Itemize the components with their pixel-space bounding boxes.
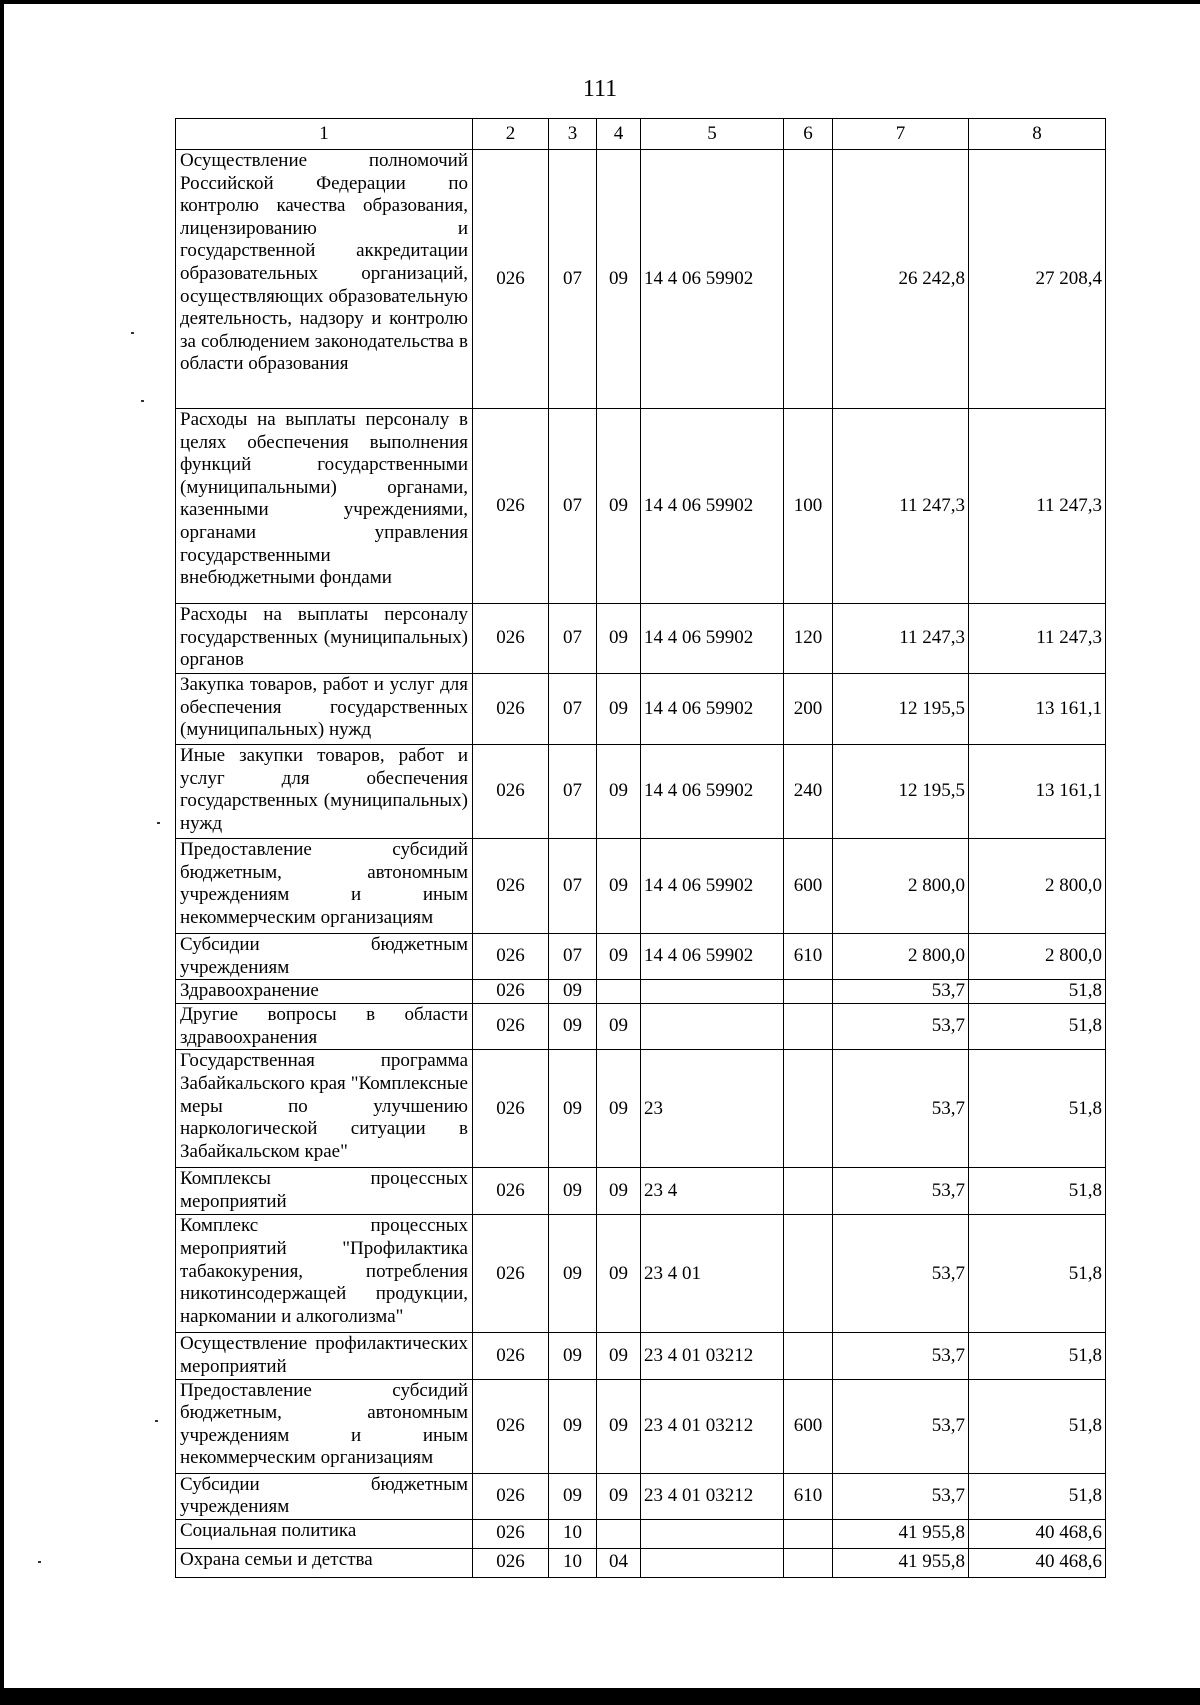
cell-section: 07 xyxy=(549,150,597,409)
header-cell: 4 xyxy=(597,119,641,150)
cell-target-article: 14 4 06 59902 xyxy=(641,150,784,409)
cell-expense-type xyxy=(784,1168,833,1215)
cell-expense-type xyxy=(784,1004,833,1050)
cell-target-article xyxy=(641,1004,784,1050)
cell-subsection: 09 xyxy=(597,1473,641,1519)
cell-chapter: 026 xyxy=(473,839,549,934)
row-name: Субсидии бюджетным учреждениям xyxy=(176,934,473,980)
cell-amount-col7: 53,7 xyxy=(833,1473,969,1519)
table-row xyxy=(176,1519,1106,1548)
cell-expense-type xyxy=(784,150,833,409)
cell-section: 09 xyxy=(549,1473,597,1519)
cell-chapter: 026 xyxy=(473,1379,549,1473)
row-name: Здравоохранение xyxy=(176,980,473,1004)
cell-target-article: 23 xyxy=(641,1050,784,1168)
cell-expense-type: 610 xyxy=(784,1473,833,1519)
table-row xyxy=(176,1168,1106,1215)
cell-target-article: 14 4 06 59902 xyxy=(641,839,784,934)
cell-amount-col8: 51,8 xyxy=(969,980,1106,1004)
cell-expense-type xyxy=(784,1333,833,1379)
header-cell: 1 xyxy=(176,119,473,150)
cell-chapter: 026 xyxy=(473,604,549,674)
cell-expense-type: 120 xyxy=(784,604,833,674)
cell-section: 07 xyxy=(549,934,597,980)
cell-subsection: 09 xyxy=(597,1004,641,1050)
cell-chapter: 026 xyxy=(473,1519,549,1548)
cell-target-article: 14 4 06 59902 xyxy=(641,674,784,745)
cell-expense-type: 100 xyxy=(784,409,833,604)
row-name: Расходы на выплаты персоналу государственных (муниципальных) органов xyxy=(176,604,473,674)
cell-amount-col8: 13 161,1 xyxy=(969,745,1106,839)
cell-chapter: 026 xyxy=(473,934,549,980)
table-row xyxy=(176,1548,1106,1577)
cell-amount-col7: 2 800,0 xyxy=(833,839,969,934)
cell-amount-col7: 12 195,5 xyxy=(833,745,969,839)
table-row xyxy=(176,1473,1106,1519)
cell-chapter: 026 xyxy=(473,674,549,745)
cell-section: 09 xyxy=(549,980,597,1004)
cell-amount-col8: 51,8 xyxy=(969,1473,1106,1519)
header-row xyxy=(176,119,1106,150)
cell-amount-col7: 53,7 xyxy=(833,1004,969,1050)
cell-section: 07 xyxy=(549,409,597,604)
cell-chapter: 026 xyxy=(473,1473,549,1519)
row-name: Комплекс процессных мероприятий "Профилактика табакокурения, потребления никотинсодержащей продукции, наркомании и алкоголизма" xyxy=(176,1215,473,1333)
table-row xyxy=(176,1215,1106,1333)
cell-target-article: 23 4 01 03212 xyxy=(641,1333,784,1379)
cell-chapter: 026 xyxy=(473,980,549,1004)
cell-chapter: 026 xyxy=(473,1215,549,1333)
scan-border-left xyxy=(0,0,4,1705)
cell-amount-col7: 53,7 xyxy=(833,1050,969,1168)
page-number: 111 xyxy=(582,76,618,102)
cell-amount-col7: 41 955,8 xyxy=(833,1548,969,1577)
row-name: Иные закупки товаров, работ и услуг для обеспечения государственных (муниципальных) нужд xyxy=(176,745,473,839)
cell-subsection: 09 xyxy=(597,1333,641,1379)
cell-section: 09 xyxy=(549,1215,597,1333)
cell-amount-col7: 11 247,3 xyxy=(833,604,969,674)
scan-speck xyxy=(131,332,134,334)
table-row xyxy=(176,409,1106,604)
header-cell: 8 xyxy=(969,119,1106,150)
cell-amount-col8: 51,8 xyxy=(969,1215,1106,1333)
table-row xyxy=(176,604,1106,674)
cell-subsection: 09 xyxy=(597,839,641,934)
cell-subsection: 09 xyxy=(597,604,641,674)
cell-target-article: 23 4 01 03212 xyxy=(641,1473,784,1519)
row-name: Осуществление профилактических мероприятий xyxy=(176,1333,473,1379)
scan-speck xyxy=(38,1561,41,1563)
cell-chapter: 026 xyxy=(473,1004,549,1050)
cell-chapter: 026 xyxy=(473,1548,549,1577)
row-name: Осуществление полномочий Российской Федерации по контролю качества образования, лицензированию и государственной аккредитации образовательных организаций, осуществляющих образовательную деятельность, надзору и контролю за соблюдением законодательства в области образования xyxy=(176,150,473,409)
cell-subsection xyxy=(597,1519,641,1548)
cell-chapter: 026 xyxy=(473,1333,549,1379)
table-row xyxy=(176,1333,1106,1379)
cell-section: 10 xyxy=(549,1519,597,1548)
table-row xyxy=(176,934,1106,980)
header-cell: 7 xyxy=(833,119,969,150)
cell-amount-col8: 40 468,6 xyxy=(969,1548,1106,1577)
row-name: Субсидии бюджетным учреждениям xyxy=(176,1473,473,1519)
cell-target-article: 23 4 xyxy=(641,1168,784,1215)
header-cell: 3 xyxy=(549,119,597,150)
table-row xyxy=(176,674,1106,745)
cell-amount-col8: 51,8 xyxy=(969,1333,1106,1379)
cell-amount-col8: 13 161,1 xyxy=(969,674,1106,745)
row-name: Предоставление субсидий бюджетным, автономным учреждениям и иным некоммерческим организациям xyxy=(176,839,473,934)
cell-subsection: 04 xyxy=(597,1548,641,1577)
cell-target-article: 23 4 01 03212 xyxy=(641,1379,784,1473)
cell-section: 07 xyxy=(549,604,597,674)
cell-expense-type: 600 xyxy=(784,1379,833,1473)
cell-target-article: 14 4 06 59902 xyxy=(641,934,784,980)
cell-section: 09 xyxy=(549,1050,597,1168)
cell-section: 09 xyxy=(549,1168,597,1215)
row-name: Охрана семьи и детства xyxy=(176,1548,473,1577)
cell-amount-col7: 53,7 xyxy=(833,1333,969,1379)
table-row xyxy=(176,745,1106,839)
row-name: Комплексы процессных мероприятий xyxy=(176,1168,473,1215)
cell-chapter: 026 xyxy=(473,745,549,839)
cell-expense-type: 600 xyxy=(784,839,833,934)
row-name: Расходы на выплаты персоналу в целях обеспечения выполнения функций государственными (муниципальными) органами, казенными учреждениями, органами управления государственными внебюджетными фондами xyxy=(176,409,473,604)
cell-section: 07 xyxy=(549,839,597,934)
cell-subsection: 09 xyxy=(597,409,641,604)
budget-table xyxy=(175,118,1106,1578)
scan-speck xyxy=(141,400,144,402)
cell-target-article: 14 4 06 59902 xyxy=(641,409,784,604)
cell-subsection: 09 xyxy=(597,934,641,980)
table-row xyxy=(176,980,1106,1004)
cell-subsection: 09 xyxy=(597,1379,641,1473)
cell-subsection: 09 xyxy=(597,674,641,745)
cell-amount-col7: 53,7 xyxy=(833,1215,969,1333)
cell-target-article: 14 4 06 59902 xyxy=(641,604,784,674)
cell-expense-type xyxy=(784,980,833,1004)
cell-target-article: 23 4 01 xyxy=(641,1215,784,1333)
cell-amount-col7: 11 247,3 xyxy=(833,409,969,604)
row-name: Другие вопросы в области здравоохранения xyxy=(176,1004,473,1050)
cell-subsection: 09 xyxy=(597,150,641,409)
cell-expense-type xyxy=(784,1548,833,1577)
scan-speck xyxy=(157,822,160,824)
cell-section: 09 xyxy=(549,1379,597,1473)
cell-target-article xyxy=(641,1519,784,1548)
cell-expense-type: 240 xyxy=(784,745,833,839)
scan-border-top xyxy=(0,0,1200,4)
cell-section: 07 xyxy=(549,745,597,839)
cell-amount-col8: 11 247,3 xyxy=(969,604,1106,674)
cell-amount-col7: 53,7 xyxy=(833,980,969,1004)
cell-chapter: 026 xyxy=(473,1050,549,1168)
cell-chapter: 026 xyxy=(473,409,549,604)
cell-expense-type: 610 xyxy=(784,934,833,980)
cell-amount-col8: 51,8 xyxy=(969,1379,1106,1473)
table-row xyxy=(176,1004,1106,1050)
cell-section: 07 xyxy=(549,674,597,745)
cell-amount-col8: 51,8 xyxy=(969,1168,1106,1215)
cell-subsection: 09 xyxy=(597,1168,641,1215)
cell-amount-col7: 53,7 xyxy=(833,1168,969,1215)
table-row xyxy=(176,1379,1106,1473)
row-name: Социальная политика xyxy=(176,1519,473,1548)
row-name: Предоставление субсидий бюджетным, автономным учреждениям и иным некоммерческим организациям xyxy=(176,1379,473,1473)
header-cell: 6 xyxy=(784,119,833,150)
cell-amount-col8: 27 208,4 xyxy=(969,150,1106,409)
cell-amount-col7: 26 242,8 xyxy=(833,150,969,409)
cell-section: 09 xyxy=(549,1004,597,1050)
cell-chapter: 026 xyxy=(473,150,549,409)
header-cell: 5 xyxy=(641,119,784,150)
cell-subsection: 09 xyxy=(597,745,641,839)
cell-expense-type xyxy=(784,1215,833,1333)
cell-amount-col7: 12 195,5 xyxy=(833,674,969,745)
cell-amount-col8: 11 247,3 xyxy=(969,409,1106,604)
cell-expense-type xyxy=(784,1050,833,1168)
cell-target-article: 14 4 06 59902 xyxy=(641,745,784,839)
cell-section: 09 xyxy=(549,1333,597,1379)
cell-subsection xyxy=(597,980,641,1004)
cell-target-article xyxy=(641,1548,784,1577)
cell-subsection: 09 xyxy=(597,1050,641,1168)
scan-speck xyxy=(155,1420,158,1422)
table-row xyxy=(176,1050,1106,1168)
row-name: Государственная программа Забайкальского края "Комплексные меры по улучшению наркологической ситуации в Забайкальском крае" xyxy=(176,1050,473,1168)
table-row xyxy=(176,839,1106,934)
cell-amount-col8: 2 800,0 xyxy=(969,934,1106,980)
cell-expense-type: 200 xyxy=(784,674,833,745)
table-row xyxy=(176,150,1106,409)
cell-amount-col7: 2 800,0 xyxy=(833,934,969,980)
cell-expense-type xyxy=(784,1519,833,1548)
cell-amount-col8: 40 468,6 xyxy=(969,1519,1106,1548)
scan-border-bottom xyxy=(0,1688,1200,1705)
row-name: Закупка товаров, работ и услуг для обеспечения государственных (муниципальных) нужд xyxy=(176,674,473,745)
cell-section: 10 xyxy=(549,1548,597,1577)
cell-target-article xyxy=(641,980,784,1004)
cell-amount-col7: 53,7 xyxy=(833,1379,969,1473)
cell-amount-col8: 2 800,0 xyxy=(969,839,1106,934)
cell-chapter: 026 xyxy=(473,1168,549,1215)
cell-subsection: 09 xyxy=(597,1215,641,1333)
cell-amount-col8: 51,8 xyxy=(969,1004,1106,1050)
cell-amount-col7: 41 955,8 xyxy=(833,1519,969,1548)
header-cell: 2 xyxy=(473,119,549,150)
cell-amount-col8: 51,8 xyxy=(969,1050,1106,1168)
